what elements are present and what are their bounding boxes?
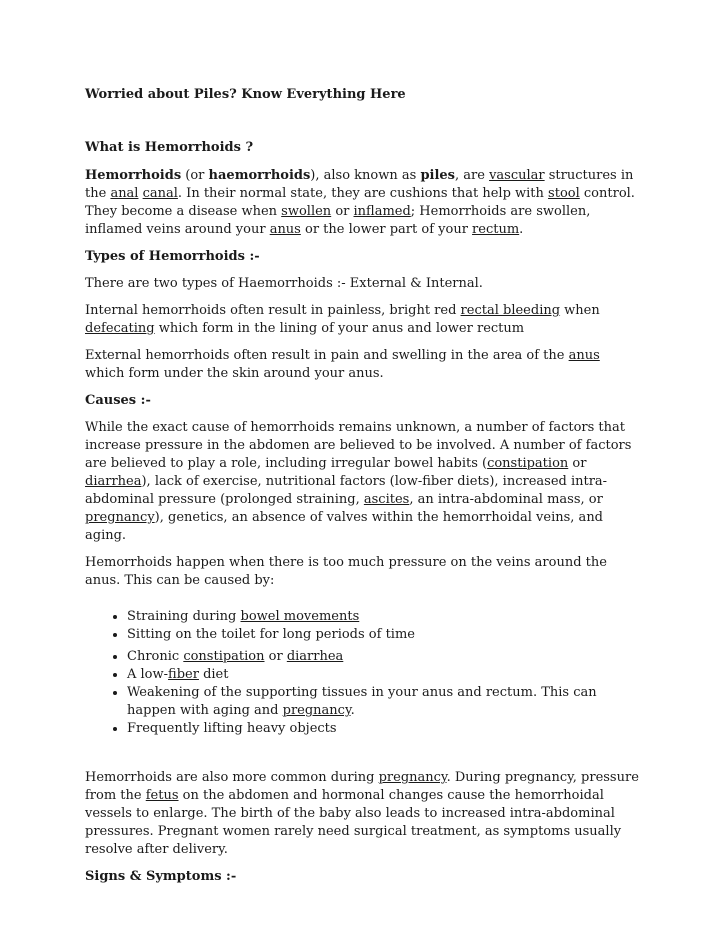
heading-signs-symptoms: Signs & Symptoms :- — [85, 869, 237, 884]
text: . — [350, 703, 355, 718]
paragraph-external — [85, 347, 640, 383]
link-pregnancy[interactable]: pregnancy — [378, 770, 447, 785]
text: ; Hemorrhoids are swollen, inflamed veins around your — [85, 204, 591, 237]
link-pregnancy[interactable]: pregnancy — [85, 510, 155, 525]
link-anus[interactable]: anus — [568, 348, 600, 363]
link-anus[interactable]: anus — [269, 222, 301, 237]
text: . In their normal state, they are cushions that help with — [177, 186, 549, 201]
link-ascites[interactable]: ascites — [363, 492, 410, 507]
list-item — [127, 608, 640, 626]
paragraph-pregnancy — [85, 769, 640, 859]
text: control. They become a disease when — [85, 186, 635, 219]
link-canal[interactable]: canal — [142, 186, 178, 201]
text: , are — [455, 168, 490, 183]
paragraph-types-intro: There are two types of Haemorrhoids :- External & Internal. — [85, 276, 483, 291]
text: which form in the lining of your anus and lower rectum — [154, 321, 525, 336]
paragraph-causes — [85, 419, 640, 545]
paragraph-definition — [85, 167, 640, 239]
list-item — [127, 684, 640, 720]
text: Sitting on the toilet for long periods of time — [127, 627, 415, 642]
text: on the abdomen and hormonal changes cause the hemorrhoidal vessels to enlarge. The birth of the baby also leads to increased intra-abdominal pressures. Pregnant women rarely need surgical treatment, as symptoms usually resolve after delivery. — [85, 788, 622, 857]
heading-what-is: What is Hemorrhoids ? — [85, 140, 254, 155]
text: While the exact cause of hemorrhoids remains unknown, a number of factors that increase pressure in the abdomen are believed to be involved. A number of factors are believed to play a role, including irregular bowel habits ( — [85, 420, 632, 471]
list-item — [127, 626, 640, 644]
heading-types: Types of Hemorrhoids :- — [85, 249, 260, 264]
link-rectal-bleeding[interactable]: rectal bleeding — [460, 303, 561, 318]
text: or — [568, 456, 587, 471]
link-pregnancy[interactable]: pregnancy — [282, 703, 351, 718]
link-bowel-movements[interactable]: bowel movements — [240, 609, 360, 624]
link-anal[interactable]: anal — [110, 186, 139, 201]
list-item — [127, 648, 640, 666]
link-vascular[interactable]: vascular — [489, 168, 545, 183]
text: Weakening of the supporting tissues in your anus and rectum. This can happen with aging and — [127, 685, 597, 718]
link-diarrhea[interactable]: diarrhea — [85, 474, 142, 489]
link-constipation[interactable]: constipation — [183, 649, 265, 664]
link-stool[interactable]: stool — [548, 186, 580, 201]
heading-causes: Causes :- — [85, 393, 151, 408]
text: Chronic — [127, 649, 184, 664]
text: or the lower part of your — [300, 222, 473, 237]
text: ), lack of exercise, nutritional factors (low-fiber diets), increased intra-abdominal pressure (prolonged straining, — [85, 474, 608, 507]
text: Hemorrhoids are also more common during — [85, 770, 379, 785]
text: . During pregnancy, pressure from the — [85, 770, 639, 803]
text: A low- — [127, 667, 169, 682]
paragraph-pressure: Hemorrhoids happen when there is too much pressure on the veins around the anus. This can be caused by: — [85, 555, 607, 588]
text: or — [331, 204, 354, 219]
text: or — [264, 649, 287, 664]
list-item — [127, 666, 640, 684]
link-diarrhea[interactable]: diarrhea — [286, 649, 344, 664]
link-fetus[interactable]: fetus — [145, 788, 179, 803]
link-rectum[interactable]: rectum — [472, 222, 520, 237]
link-constipation[interactable]: constipation — [487, 456, 569, 471]
text: structures in the — [85, 168, 634, 201]
text: (or — [181, 168, 209, 183]
paragraph-internal — [85, 302, 640, 338]
text: Internal hemorrhoids often result in painless, bright red — [85, 303, 461, 318]
list-item — [127, 720, 640, 738]
link-fiber[interactable]: fiber — [168, 667, 199, 682]
term-haemorrhoids: haemorrhoids — [208, 168, 311, 183]
causes-list — [85, 608, 640, 738]
link-swollen[interactable]: swollen — [281, 204, 332, 219]
link-inflamed[interactable]: inflamed — [353, 204, 411, 219]
text: ), also known as — [310, 168, 421, 183]
link-defecating[interactable]: defecating — [85, 321, 155, 336]
text: Straining during — [127, 609, 241, 624]
text: which form under the skin around your anus. — [85, 366, 384, 381]
text: , an intra-abdominal mass, or — [409, 492, 603, 507]
term-piles: piles — [420, 168, 455, 183]
text: External hemorrhoids often result in pain and swelling in the area of the — [85, 348, 569, 363]
text: ), genetics, an absence of valves within the hemorrhoidal veins, and aging. — [85, 510, 604, 543]
text: Frequently lifting heavy objects — [127, 721, 337, 736]
text: when — [560, 303, 600, 318]
text: . — [519, 222, 524, 237]
document-title: Worried about Piles? Know Everything Here — [85, 87, 406, 102]
text: diet — [198, 667, 229, 682]
term-hemorrhoids: Hemorrhoids — [85, 168, 182, 183]
